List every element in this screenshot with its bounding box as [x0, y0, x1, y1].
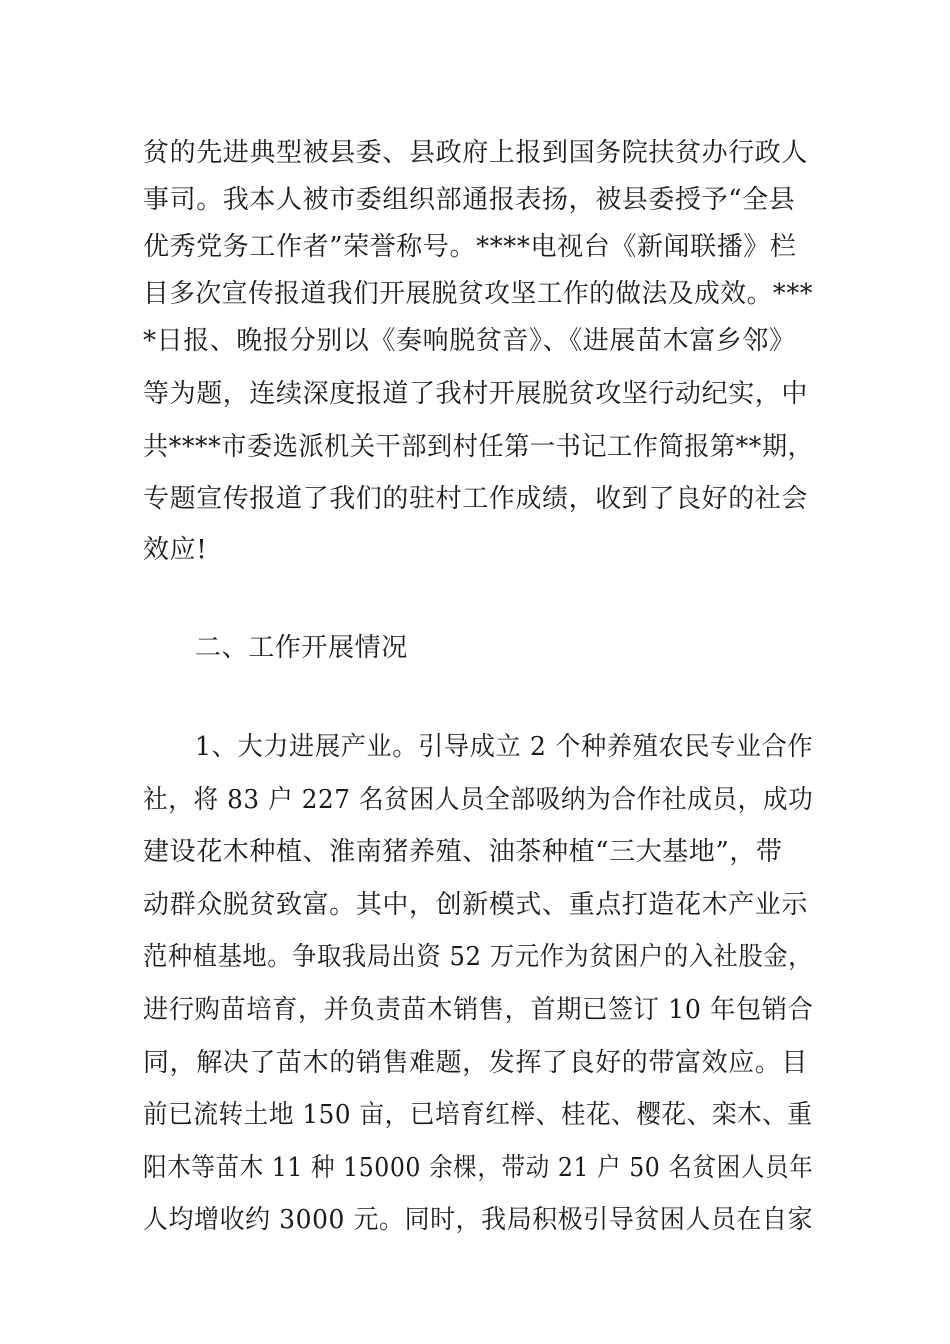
- paragraph-line: 进行购苗培育，并负责苗木销售，首期已签订 10 年包销合: [143, 995, 814, 1025]
- paragraph-line: 范种植基地。争取我局出资 52 万元作为贫困户的入社股金，: [143, 942, 813, 972]
- paragraph-line: 1、大力进展产业。引导成立 2 个种养殖农民专业合作: [195, 732, 814, 762]
- paragraph-line: 目多次宣传报道我们开展脱贫攻坚工作的做法及成效。***: [143, 279, 814, 309]
- paragraph-line: 优秀党务工作者”荣誉称号。****电视台《新闻联播》栏: [143, 232, 797, 262]
- paragraph-line: 效应!: [143, 535, 208, 565]
- paragraph-line: 前已流转土地 150 亩，已培育红榉、桂花、樱花、栾木、重: [143, 1100, 813, 1130]
- paragraph-line: 共****市委选派机关干部到村任第一书记工作简报第**期，: [143, 432, 814, 462]
- paragraph-line: 阳木等苗木 11 种 15000 余棵，带动 21 户 50 名贫困人员年: [143, 1153, 814, 1183]
- paragraph-line: 社，将 83 户 227 名贫困人员全部吸纳为合作社成员，成功: [143, 785, 814, 815]
- paragraph-line: 等为题，连续深度报道了我村开展脱贫攻坚行动纪实，中: [143, 379, 809, 409]
- paragraph-line: 动群众脱贫致富。其中，创新模式、重点打造花木产业示: [143, 890, 809, 920]
- paragraph-line: *日报、晚报分别以《奏响脱贫音》、《进展苗木富乡邻》: [143, 326, 796, 356]
- paragraph-line: 人均增收约 3000 元。同时，我局积极引导贫困人员在自家: [143, 1205, 814, 1235]
- paragraph-line: 贫的先进典型被县委、县政府上报到国务院扶贫办行政人: [143, 138, 809, 168]
- paragraph-line: 事司。我本人被市委组织部通报表扬，被县委授予“全县: [143, 185, 796, 215]
- paragraph-line: 建设花木种植、淮南猪养殖、油茶种植“三大基地”，带: [143, 837, 783, 867]
- paragraph-line: 同，解决了苗木的销售难题，发挥了良好的带富效应。目: [143, 1048, 809, 1078]
- section-heading: 二、工作开展情况: [195, 633, 408, 663]
- paragraph-line: 专题宣传报道了我们的驻村工作成绩，收到了良好的社会: [143, 484, 809, 514]
